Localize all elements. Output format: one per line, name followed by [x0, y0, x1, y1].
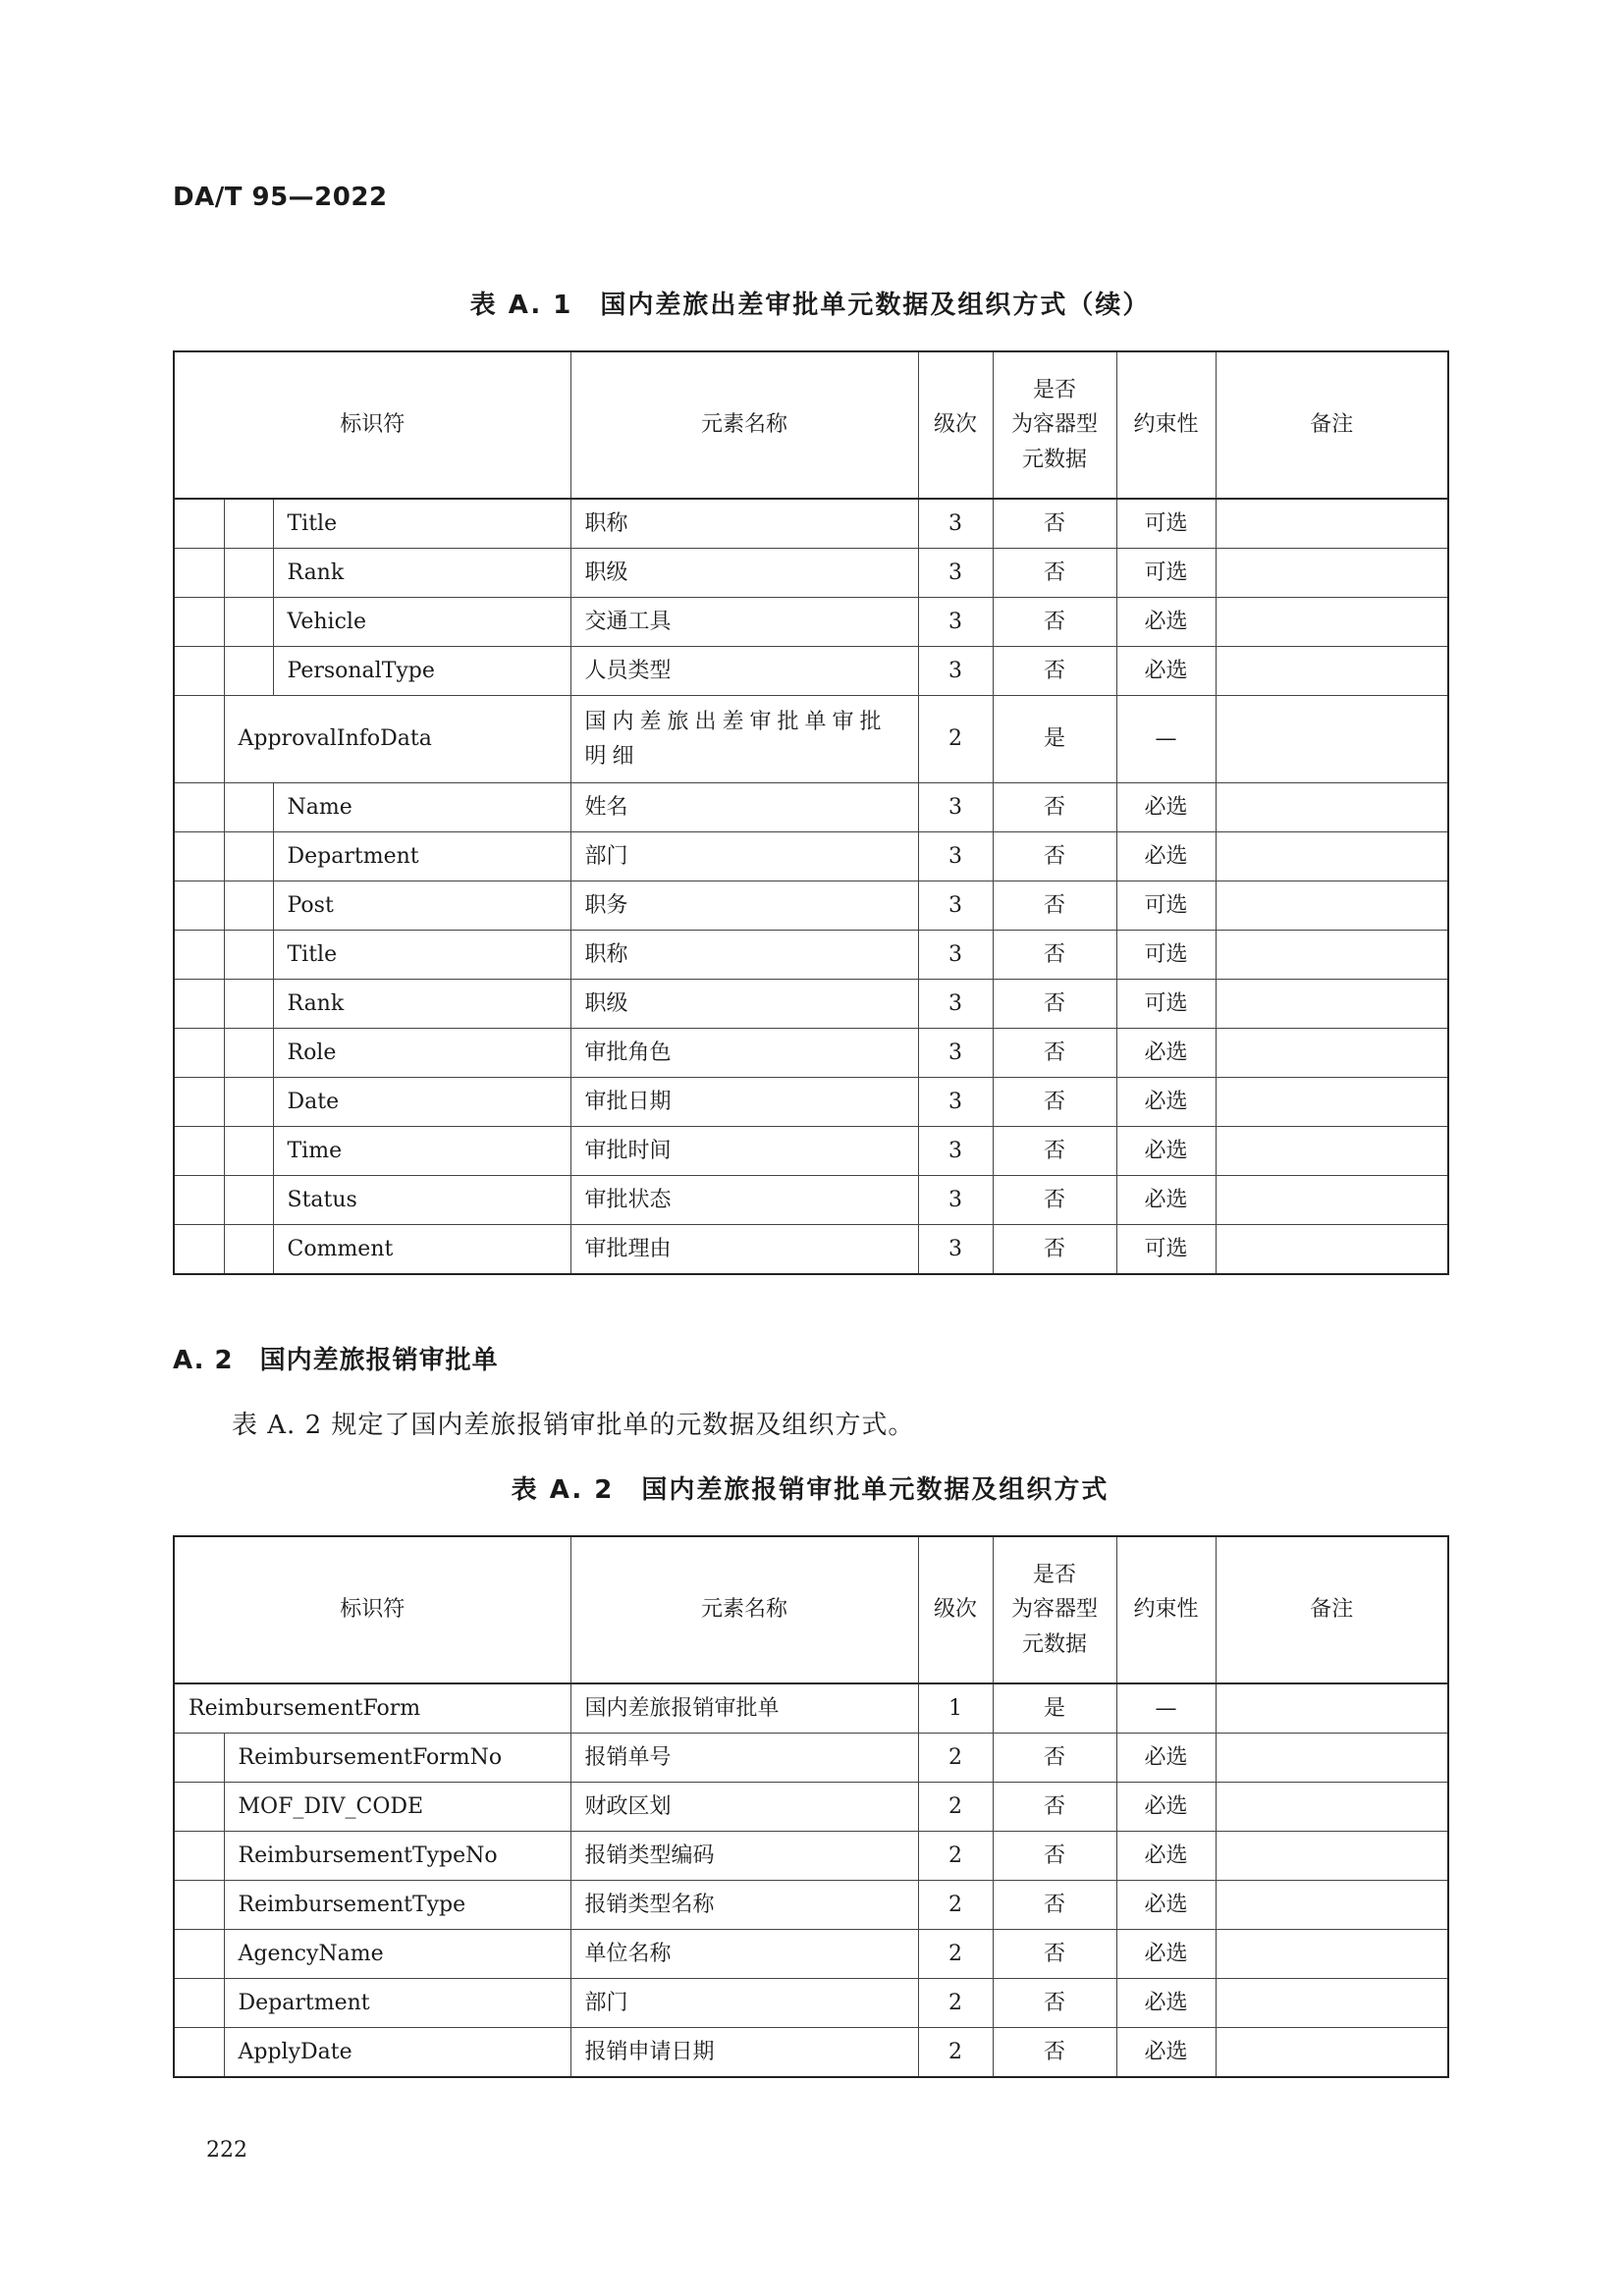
- table-row: [174, 2028, 1448, 2078]
- remark-cell: [1216, 2028, 1448, 2078]
- indent-cell: [174, 980, 224, 1029]
- indent-cell: [174, 1734, 224, 1783]
- table-row: [174, 783, 1448, 832]
- element-name-cell: 国内差旅出差审批单审批明细: [570, 696, 918, 783]
- container-cell: 否: [993, 2028, 1116, 2078]
- container-cell: 否: [993, 647, 1116, 696]
- indent-cell: [224, 931, 273, 980]
- table-row: [174, 881, 1448, 931]
- indent-cell: [174, 1176, 224, 1225]
- column-header: 级次: [918, 351, 993, 499]
- constraint-cell: 必选: [1116, 783, 1216, 832]
- metadata-table-1: [173, 350, 1449, 1275]
- table-row: [174, 549, 1448, 598]
- level-cell: 2: [918, 1783, 993, 1832]
- indent-cell: [224, 1078, 273, 1127]
- indent-cell: [174, 931, 224, 980]
- remark-cell: [1216, 980, 1448, 1029]
- container-cell: 否: [993, 783, 1116, 832]
- identifier-cell: ApprovalInfoData: [224, 696, 570, 783]
- remark-cell: [1216, 783, 1448, 832]
- remark-cell: [1216, 549, 1448, 598]
- table-row: [174, 499, 1448, 549]
- constraint-cell: —: [1116, 696, 1216, 783]
- identifier-cell: Time: [273, 1127, 570, 1176]
- table-row: [174, 598, 1448, 647]
- identifier-cell: PersonalType: [273, 647, 570, 696]
- indent-cell: [174, 832, 224, 881]
- constraint-cell: —: [1116, 1683, 1216, 1734]
- level-cell: 2: [918, 1979, 993, 2028]
- table-row: [174, 832, 1448, 881]
- container-cell: 否: [993, 1832, 1116, 1881]
- identifier-cell: Date: [273, 1078, 570, 1127]
- identifier-cell: Department: [273, 832, 570, 881]
- constraint-cell: 可选: [1116, 499, 1216, 549]
- level-cell: 3: [918, 598, 993, 647]
- table-row: [174, 980, 1448, 1029]
- level-cell: 2: [918, 1930, 993, 1979]
- header-row: [174, 1536, 1448, 1683]
- level-cell: 2: [918, 1734, 993, 1783]
- standard-number: DA/T 95—2022: [173, 183, 388, 212]
- indent-cell: [174, 1881, 224, 1930]
- container-cell: 否: [993, 1881, 1116, 1930]
- indent-cell: [224, 647, 273, 696]
- level-cell: 2: [918, 696, 993, 783]
- indent-cell: [174, 2028, 224, 2078]
- level-cell: 3: [918, 647, 993, 696]
- column-header: 备注: [1216, 1536, 1448, 1683]
- identifier-cell: Title: [273, 499, 570, 549]
- indent-cell: [224, 549, 273, 598]
- column-header: 是否 为容器型 元数据: [993, 1536, 1116, 1683]
- indent-cell: [224, 832, 273, 881]
- remark-cell: [1216, 1176, 1448, 1225]
- element-name-cell: 部门: [570, 832, 918, 881]
- identifier-cell: Rank: [273, 980, 570, 1029]
- indent-cell: [224, 1225, 273, 1275]
- identifier-cell: ReimbursementForm: [174, 1683, 570, 1734]
- element-name-cell: 审批状态: [570, 1176, 918, 1225]
- element-name-cell: 姓名: [570, 783, 918, 832]
- table-row: [174, 1832, 1448, 1881]
- indent-cell: [174, 1832, 224, 1881]
- indent-cell: [174, 881, 224, 931]
- section-paragraph: 表 A. 2 规定了国内差旅报销审批单的元数据及组织方式。: [232, 1411, 915, 1440]
- indent-cell: [224, 980, 273, 1029]
- table-row: [174, 931, 1448, 980]
- element-name-cell: 职级: [570, 980, 918, 1029]
- constraint-cell: 必选: [1116, 1881, 1216, 1930]
- indent-cell: [224, 598, 273, 647]
- indent-cell: [224, 881, 273, 931]
- level-cell: 2: [918, 1832, 993, 1881]
- column-header: 元素名称: [570, 351, 918, 499]
- remark-cell: [1216, 1930, 1448, 1979]
- level-cell: 3: [918, 1225, 993, 1275]
- indent-cell: [174, 1029, 224, 1078]
- metadata-table-2: [173, 1535, 1449, 2078]
- container-cell: 否: [993, 980, 1116, 1029]
- element-name-cell: 国内差旅报销审批单: [570, 1683, 918, 1734]
- constraint-cell: 可选: [1116, 931, 1216, 980]
- section-heading: A. 2 国内差旅报销审批单: [173, 1346, 499, 1375]
- column-header: 是否 为容器型 元数据: [993, 351, 1116, 499]
- table-row: [174, 1734, 1448, 1783]
- level-cell: 2: [918, 1881, 993, 1930]
- container-cell: 否: [993, 881, 1116, 931]
- constraint-cell: 必选: [1116, 1930, 1216, 1979]
- header-row: [174, 351, 1448, 499]
- table-row: [174, 1176, 1448, 1225]
- remark-cell: [1216, 1881, 1448, 1930]
- table1-caption: 表 A. 1 国内差旅出差审批单元数据及组织方式（续）: [469, 291, 1151, 320]
- container-cell: 否: [993, 1078, 1116, 1127]
- column-header: 约束性: [1116, 351, 1216, 499]
- remark-cell: [1216, 1127, 1448, 1176]
- identifier-cell: Name: [273, 783, 570, 832]
- level-cell: 3: [918, 1078, 993, 1127]
- container-cell: 否: [993, 1176, 1116, 1225]
- element-name-cell: 交通工具: [570, 598, 918, 647]
- container-cell: 否: [993, 1930, 1116, 1979]
- column-header: 标识符: [174, 1536, 570, 1683]
- remark-cell: [1216, 1979, 1448, 2028]
- indent-cell: [174, 499, 224, 549]
- level-cell: 1: [918, 1683, 993, 1734]
- remark-cell: [1216, 499, 1448, 549]
- level-cell: 3: [918, 1029, 993, 1078]
- level-cell: 3: [918, 499, 993, 549]
- table2-caption: 表 A. 2 国内差旅报销审批单元数据及组织方式: [511, 1475, 1110, 1505]
- indent-cell: [224, 783, 273, 832]
- identifier-cell: MOF_DIV_CODE: [224, 1783, 570, 1832]
- column-header: 备注: [1216, 351, 1448, 499]
- container-cell: 否: [993, 1029, 1116, 1078]
- constraint-cell: 必选: [1116, 1029, 1216, 1078]
- identifier-cell: Comment: [273, 1225, 570, 1275]
- remark-cell: [1216, 931, 1448, 980]
- identifier-cell: ReimbursementFormNo: [224, 1734, 570, 1783]
- level-cell: 3: [918, 783, 993, 832]
- table-row: [174, 647, 1448, 696]
- table-row: [174, 696, 1448, 783]
- element-name-cell: 审批时间: [570, 1127, 918, 1176]
- indent-cell: [224, 499, 273, 549]
- table-row: [174, 1683, 1448, 1734]
- indent-cell: [174, 1979, 224, 2028]
- remark-cell: [1216, 647, 1448, 696]
- level-cell: 3: [918, 980, 993, 1029]
- remark-cell: [1216, 881, 1448, 931]
- element-name-cell: 报销类型名称: [570, 1881, 918, 1930]
- remark-cell: [1216, 1783, 1448, 1832]
- table-row: [174, 1979, 1448, 2028]
- table-row: [174, 1881, 1448, 1930]
- element-name-cell: 单位名称: [570, 1930, 918, 1979]
- column-header: 约束性: [1116, 1536, 1216, 1683]
- constraint-cell: 必选: [1116, 1176, 1216, 1225]
- element-name-cell: 职称: [570, 931, 918, 980]
- constraint-cell: 必选: [1116, 1979, 1216, 2028]
- element-name-cell: 职称: [570, 499, 918, 549]
- identifier-cell: ReimbursementTypeNo: [224, 1832, 570, 1881]
- remark-cell: [1216, 598, 1448, 647]
- level-cell: 3: [918, 832, 993, 881]
- container-cell: 是: [993, 696, 1116, 783]
- container-cell: 否: [993, 1783, 1116, 1832]
- container-cell: 否: [993, 931, 1116, 980]
- table-row: [174, 1930, 1448, 1979]
- column-header: 元素名称: [570, 1536, 918, 1683]
- container-cell: 否: [993, 832, 1116, 881]
- element-name-cell: 审批日期: [570, 1078, 918, 1127]
- identifier-cell: Vehicle: [273, 598, 570, 647]
- element-name-cell: 财政区划: [570, 1783, 918, 1832]
- identifier-cell: ReimbursementType: [224, 1881, 570, 1930]
- container-cell: 否: [993, 1734, 1116, 1783]
- element-name-cell: 报销单号: [570, 1734, 918, 1783]
- constraint-cell: 可选: [1116, 1225, 1216, 1275]
- remark-cell: [1216, 696, 1448, 783]
- container-cell: 否: [993, 1127, 1116, 1176]
- remark-cell: [1216, 1734, 1448, 1783]
- column-header: 标识符: [174, 351, 570, 499]
- identifier-cell: AgencyName: [224, 1930, 570, 1979]
- container-cell: 是: [993, 1683, 1116, 1734]
- constraint-cell: 必选: [1116, 832, 1216, 881]
- identifier-cell: Status: [273, 1176, 570, 1225]
- level-cell: 3: [918, 931, 993, 980]
- indent-cell: [174, 696, 224, 783]
- table2-body: [174, 1536, 1448, 2077]
- table1-body: [174, 351, 1448, 1274]
- container-cell: 否: [993, 549, 1116, 598]
- indent-cell: [224, 1176, 273, 1225]
- container-cell: 否: [993, 1979, 1116, 2028]
- constraint-cell: 必选: [1116, 1832, 1216, 1881]
- element-name-cell: 职级: [570, 549, 918, 598]
- element-name-cell: 职务: [570, 881, 918, 931]
- remark-cell: [1216, 1029, 1448, 1078]
- element-name-cell: 审批理由: [570, 1225, 918, 1275]
- indent-cell: [224, 1127, 273, 1176]
- element-name-cell: 审批角色: [570, 1029, 918, 1078]
- indent-cell: [224, 1029, 273, 1078]
- table-row: [174, 1225, 1448, 1275]
- indent-cell: [174, 1783, 224, 1832]
- indent-cell: [174, 1078, 224, 1127]
- constraint-cell: 必选: [1116, 1127, 1216, 1176]
- table-row: [174, 1078, 1448, 1127]
- remark-cell: [1216, 1832, 1448, 1881]
- identifier-cell: ApplyDate: [224, 2028, 570, 2078]
- level-cell: 3: [918, 881, 993, 931]
- identifier-cell: Department: [224, 1979, 570, 2028]
- identifier-cell: Post: [273, 881, 570, 931]
- identifier-cell: Title: [273, 931, 570, 980]
- element-name-cell: 报销申请日期: [570, 2028, 918, 2078]
- constraint-cell: 必选: [1116, 2028, 1216, 2078]
- table-row: [174, 1029, 1448, 1078]
- constraint-cell: 必选: [1116, 598, 1216, 647]
- level-cell: 3: [918, 1176, 993, 1225]
- indent-cell: [174, 783, 224, 832]
- element-name-cell: 报销类型编码: [570, 1832, 918, 1881]
- indent-cell: [174, 1127, 224, 1176]
- indent-cell: [174, 647, 224, 696]
- table-row: [174, 1783, 1448, 1832]
- identifier-cell: Role: [273, 1029, 570, 1078]
- page-number: 222: [206, 2138, 247, 2163]
- element-name-cell: 人员类型: [570, 647, 918, 696]
- constraint-cell: 必选: [1116, 647, 1216, 696]
- constraint-cell: 可选: [1116, 881, 1216, 931]
- remark-cell: [1216, 832, 1448, 881]
- constraint-cell: 必选: [1116, 1734, 1216, 1783]
- container-cell: 否: [993, 1225, 1116, 1275]
- container-cell: 否: [993, 499, 1116, 549]
- table-row: [174, 1127, 1448, 1176]
- level-cell: 3: [918, 1127, 993, 1176]
- indent-cell: [174, 549, 224, 598]
- indent-cell: [174, 1930, 224, 1979]
- remark-cell: [1216, 1683, 1448, 1734]
- level-cell: 2: [918, 2028, 993, 2078]
- identifier-cell: Rank: [273, 549, 570, 598]
- column-header: 级次: [918, 1536, 993, 1683]
- element-name-cell: 部门: [570, 1979, 918, 2028]
- remark-cell: [1216, 1225, 1448, 1275]
- container-cell: 否: [993, 598, 1116, 647]
- constraint-cell: 可选: [1116, 980, 1216, 1029]
- remark-cell: [1216, 1078, 1448, 1127]
- constraint-cell: 可选: [1116, 549, 1216, 598]
- indent-cell: [174, 598, 224, 647]
- constraint-cell: 必选: [1116, 1078, 1216, 1127]
- level-cell: 3: [918, 549, 993, 598]
- constraint-cell: 必选: [1116, 1783, 1216, 1832]
- indent-cell: [174, 1225, 224, 1275]
